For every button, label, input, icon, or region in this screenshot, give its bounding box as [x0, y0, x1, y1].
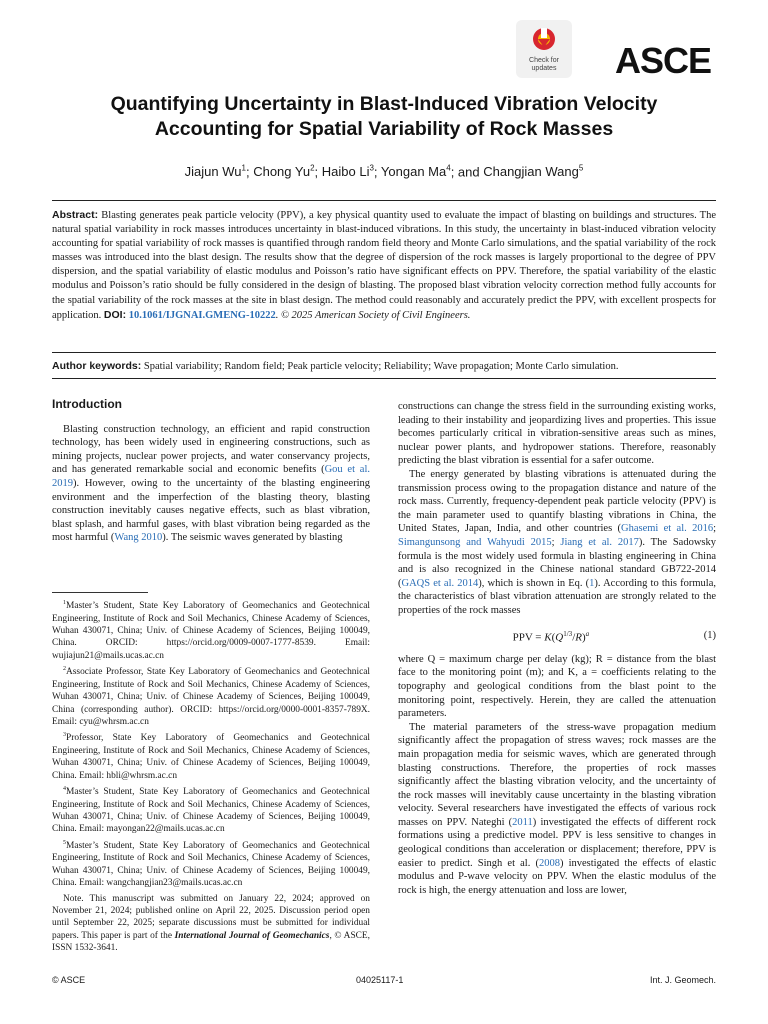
- equation-ref-link[interactable]: 1: [589, 577, 595, 589]
- title-line-1: Quantifying Uncertainty in Blast-Induced Vibration Velocity: [110, 93, 658, 115]
- author[interactable]: Jiajun Wu$^1$: [184, 164, 246, 180]
- author-keywords: [52, 359, 716, 374]
- abstract-bottom-rule: [52, 352, 716, 353]
- asce-logo-text: ASCE: [614, 40, 712, 80]
- keywords-label: Author keywords:: [52, 360, 142, 372]
- paper-title: [40, 92, 728, 142]
- citation-link[interactable]: Wang 2010: [114, 532, 163, 544]
- keywords-bottom-rule: [52, 378, 716, 379]
- check-label-line2: updates: [531, 65, 557, 72]
- citation-link[interactable]: Jiang et al. 2017: [560, 536, 639, 548]
- body-paragraph: where Q = maximum charge per delay (kg); R = distance from the blast face to the monitoring point (m); and K, a = coefficients relating to the topography and geological conditions from the blast point to the monitoring point, respectively. Herein, they are called the attenuation parameters.: [398, 653, 716, 720]
- citation-link[interactable]: 2011: [512, 816, 533, 828]
- citation-link[interactable]: GAQS et al. 2014: [401, 577, 479, 589]
- keywords-text: Spatial variability; Random field; Peak particle velocity; Reliability; Wave propagation; Monte Carlo simulation.: [143, 361, 619, 372]
- doi-label: DOI:: [103, 308, 127, 321]
- author-list: Jiajun Wu$^1$; Chong Yu$^2$; Haibo Li$^3$; Yongan Ma$^4$; and Changjian Wang$^5$: [184, 164, 584, 180]
- footnotes: [52, 597, 370, 956]
- author[interactable]: Haibo Li$^3$: [321, 164, 374, 180]
- footer-copyright: © ASCE: [52, 975, 86, 985]
- check-label-line1: Check for: [529, 57, 559, 64]
- footnote: $^3$Professor, State Key Laboratory of Geomechanics and Geotechnical Engineering, Institute of Rock and Soil Mechanics, Chinese Academy of Sciences, Wuhan 430071, China; Univ. of Chinese Academy of Sciences, Beijing 100049, China. Email: hbli@whrsm.ac.cn: [52, 732, 370, 781]
- abstract-top-rule: [52, 200, 716, 201]
- abstract-label: Abstract:: [52, 209, 99, 221]
- citation-link[interactable]: Gou et al. 2019: [52, 464, 370, 489]
- left-column: [52, 398, 370, 545]
- footer-article-number: 04025117-1: [356, 975, 404, 985]
- author[interactable]: Changjian Wang$^5$: [483, 164, 584, 180]
- equation-body: PPV = $K(Q^{1/3}/R)^a$: [512, 629, 590, 644]
- section-heading-introduction: Introduction: [52, 397, 122, 411]
- footnote: $^5$Master’s Student, State Key Laboratory of Geomechanics and Geotechnical Engineering, Institute of Rock and Soil Mechanics, Chinese Academy of Sciences, Wuhan 430071, China; Univ. of Chinese Academy of Sciences, Beijing 100049, China. Email: wangchangjian23@mails.ucas.ac.cn: [52, 839, 370, 889]
- author[interactable]: Chong Yu$^2$: [253, 164, 315, 180]
- footnote: $^2$Associate Professor, State Key Laboratory of Geomechanics and Geotechnical Engineering, Institute of Rock and Soil Mechanics, Chinese Academy of Sciences, Wuhan 430071, China; Univ. of Chinese Academy of Sciences, Beijing 100049, China (corresponding author). ORCID: https://orcid.org/0000-0001-8357-789X. Email: cyu@whrsm.ac.cn: [52, 666, 370, 727]
- body-paragraph: The energy generated by blasting vibrations is attenuated during the transmission process owing to the propagation distance and nature of the rock mass. Currently, frequency-dependent peak particle velocity (PPV) is the main parameter used to quantify blasting vibrations in China, the United States, Japan, India, and other countries (Ghasemi et al. 2016; Simangunsong and Wahyudi 2015; Jiang et al. 2017). The Sadowsky formula is the most widely used formula in blasting engineering in China and is also recognized in the Chinese national standard GB722-2014 (GAQS et al. 2014), which is shown in Eq. (1). According to this formula, the characteristics of blast vibration attenuation are strongly related to the properties of the rock masses: [398, 468, 716, 616]
- body-paragraph: constructions can change the stress field in the surrounding existing works, leading to their instability and jeopardizing lives and properties. This issue becomes particularly critical in vibration-sensitive areas such as mines, nuclear power plants, and hydropower stations. Therefore, reasonably predicting the blast vibration is essential for a safer outcome.: [398, 401, 716, 467]
- citation-link[interactable]: 2008: [538, 857, 560, 869]
- check-for-updates-icon: [516, 20, 572, 58]
- copyright: . © 2025 American Society of Civil Engineers.: [275, 309, 471, 321]
- check-for-updates-badge[interactable]: [516, 20, 572, 78]
- intro-paragraph-1: Blasting construction technology, an efficient and rapid construction technology, has been widely used in engineering constructions, such as mining projects, nuclear power projects, and water conservancy projects, and has generated remarkable social and economic benefits (Gou et al. 2019). However, owing to the uncertainty of the blasting engineering environment and the imperfection of the blasting theory, blasting construction inevitably causes negative effects, such as blast vibration, blast splash, and harmful gases, with blast vibration being regarded as the most harmful (Wang 2010). The seismic waves generated by blasting: [52, 423, 370, 544]
- doi-link[interactable]: 10.1061/IJGNAI.GMENG-10222: [128, 309, 276, 321]
- footnote: $^1$Master’s Student, State Key Laboratory of Geomechanics and Geotechnical Engineering, Institute of Rock and Soil Mechanics, Chinese Academy of Sciences, Wuhan 430071, China; Univ. of Chinese Academy of Sciences, Beijing 100049, China. ORCID: https://orcid.org/0009-0007-1777-8539. Email: wujiajun21@mails.ucas.ac.cn: [52, 600, 370, 661]
- abstract: [52, 208, 716, 323]
- footnote: $^4$Master’s Student, State Key Laboratory of Geomechanics and Geotechnical Engineering, Institute of Rock and Soil Mechanics, Chinese Academy of Sciences, Wuhan 430071, China; Univ. of Chinese Academy of Sciences, Beijing 100049, China. Email: mayongan22@mails.ucas.ac.cn: [52, 786, 370, 835]
- author[interactable]: Yongan Ma$^4$: [380, 164, 451, 180]
- citation-link[interactable]: Ghasemi et al. 2016: [621, 523, 714, 535]
- submission-note: Note. This manuscript was submitted on January 22, 2024; approved on November 21, 2024; published online on April 22, 2025. Discussion period open until September 22, 2025; separate discussions must be submitted for individual papers. This paper is part of the International Journal of Geomechanics, © ASCE, ISSN 1532-3641.: [52, 893, 370, 954]
- asce-logo[interactable]: [609, 40, 717, 80]
- abstract-text: Blasting generates peak particle velocity (PPV), a key physical quantity used to evaluate the impact of blasting on buildings and structures. The natural spatial variability in rock masses introduces uncertainty in blast-induced vibrations. In this study, the uncertainty in blast-induced vibration velocity accounting for spatial variability of rock masses is quantified through random field theory and Monte Carlo simulations, and the spatial variability of the rock masses was introduced into the blast design. The results show that the degree of dispersion of the rock masses is largely proportional to the degree of PPV dispersion, and the spatial variability of elastic modulus and Poisson’s ratio have significant effects on PPV. Therefore, the spatial variability of the elastic modulus and Poisson’s ratio should be fully considered in the design of blasting. The proposed blast vibration velocity correction method fully accounts for the spatial variability of the rock masses at the site in blast design. The method could reasonably and accurately predict the PPV, with excellent prospects for application.: [52, 210, 717, 321]
- equation-1: [398, 628, 716, 645]
- title-line-2: Accounting for Spatial Variability of Rock Masses: [154, 118, 614, 140]
- journal-name: International Journal of Geomechanics: [174, 930, 330, 941]
- equation-number: (1): [703, 630, 716, 642]
- footer-journal: Int. J. Geomech.: [649, 975, 716, 985]
- right-column: [398, 400, 716, 897]
- citation-link[interactable]: Simangunsong and Wahyudi 2015: [398, 536, 552, 548]
- footnote-divider: [52, 592, 148, 593]
- body-paragraph: The material parameters of the stress-wave propagation medium significantly affect the propagation of stress waves; rock masses are the main propagation media for seismic waves, which are generated through blasting constructions. Therefore, the properties of rock masses significantly affect the blasting vibration velocity, and the uncertainty of the rock masses will inevitably cause uncertainty in the blasting vibration velocity. Several researchers have investigated the effects of various rock masses on PPV. Nateghi (2011) investigated the effects of different rock formations using a predictive model. PPV is less sensitive to changes in geological conditions than acceleration or displacement; therefore, PPV is easier to predict. Singh et al. (2008) investigated the effects of elastic modulus and P-wave velocity on PPV. When the elastic modulus of the rock is high, the energy attenuation and loss are lower,: [398, 721, 716, 896]
